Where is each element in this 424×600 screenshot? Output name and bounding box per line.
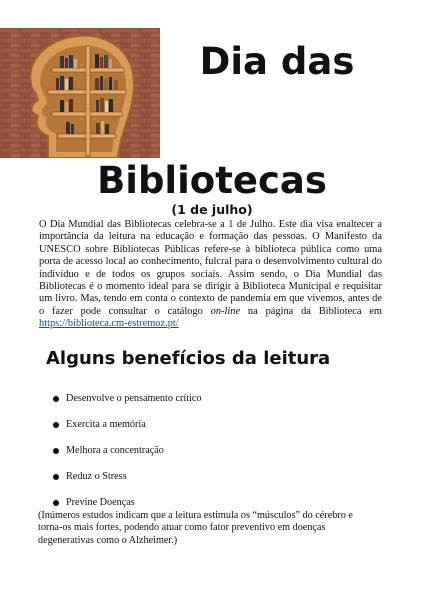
- benefit-label: Reduz o Stress: [66, 471, 127, 482]
- intro-text-1: O Dia Mundial das Bibliotecas celebra-se a 1 de Julho. Este dia visa enaltecer a importância da leitura na educação e formação das pessoas. O Manifesto da UNESCO sobre Bibliotecas Públicas refere-se à biblioteca pública como uma porta de acesso local ao conhecimento, fulcral para o desenvolvimento cultural do indivíduo e de todos os grupos sociais. Assim sendo, o Dia Mundial das Bibliotecas é o momento ideal para se dirigir à Biblioteca Municipal e requisitar um livro. Mas, tendo em conta o contexto de pandemia em que vivemos, antes de o fazer pode consultar o catálogo: [39, 219, 382, 317]
- benefit-label: Desenvolve o pensamento crítico: [66, 393, 202, 404]
- bullet-icon: [53, 396, 59, 402]
- benefit-note: (Inúmeros estudos indicam que a leitura estimula os “músculos” do cérebro e torna-os mais fortes, podendo atuar como fator preventivo em doenças degenerativas como o Alzheimer.): [38, 510, 353, 546]
- list-item: [50, 470, 202, 496]
- list-item: [50, 444, 202, 470]
- title-line-1: Dia das: [199, 40, 355, 83]
- bullet-icon: [53, 474, 59, 480]
- benefit-label: Previne Doenças: [66, 497, 135, 508]
- library-link[interactable]: https://biblioteca.cm-estremoz.pt/: [39, 318, 179, 330]
- head-bookshelf-illustration: [0, 28, 160, 158]
- online-italic: on-line: [210, 305, 241, 317]
- date-subtitle: (1 de julho): [171, 202, 253, 217]
- benefits-list: [50, 392, 202, 522]
- intro-text-2: na página da Biblioteca em: [240, 305, 382, 317]
- title-line-2: Bibliotecas: [97, 159, 327, 202]
- list-item: [50, 418, 202, 444]
- bullet-icon: [53, 422, 59, 428]
- list-item: [50, 392, 202, 418]
- benefit-label: Melhora a concentração: [66, 445, 164, 456]
- bookshelf-head-icon: [0, 28, 160, 158]
- bullet-icon: [53, 448, 59, 454]
- benefit-label: Exercita a memória: [66, 419, 146, 430]
- benefits-heading: Alguns benefícios da leitura: [46, 348, 331, 369]
- bullet-icon: [53, 500, 59, 506]
- intro-paragraph: [39, 219, 382, 331]
